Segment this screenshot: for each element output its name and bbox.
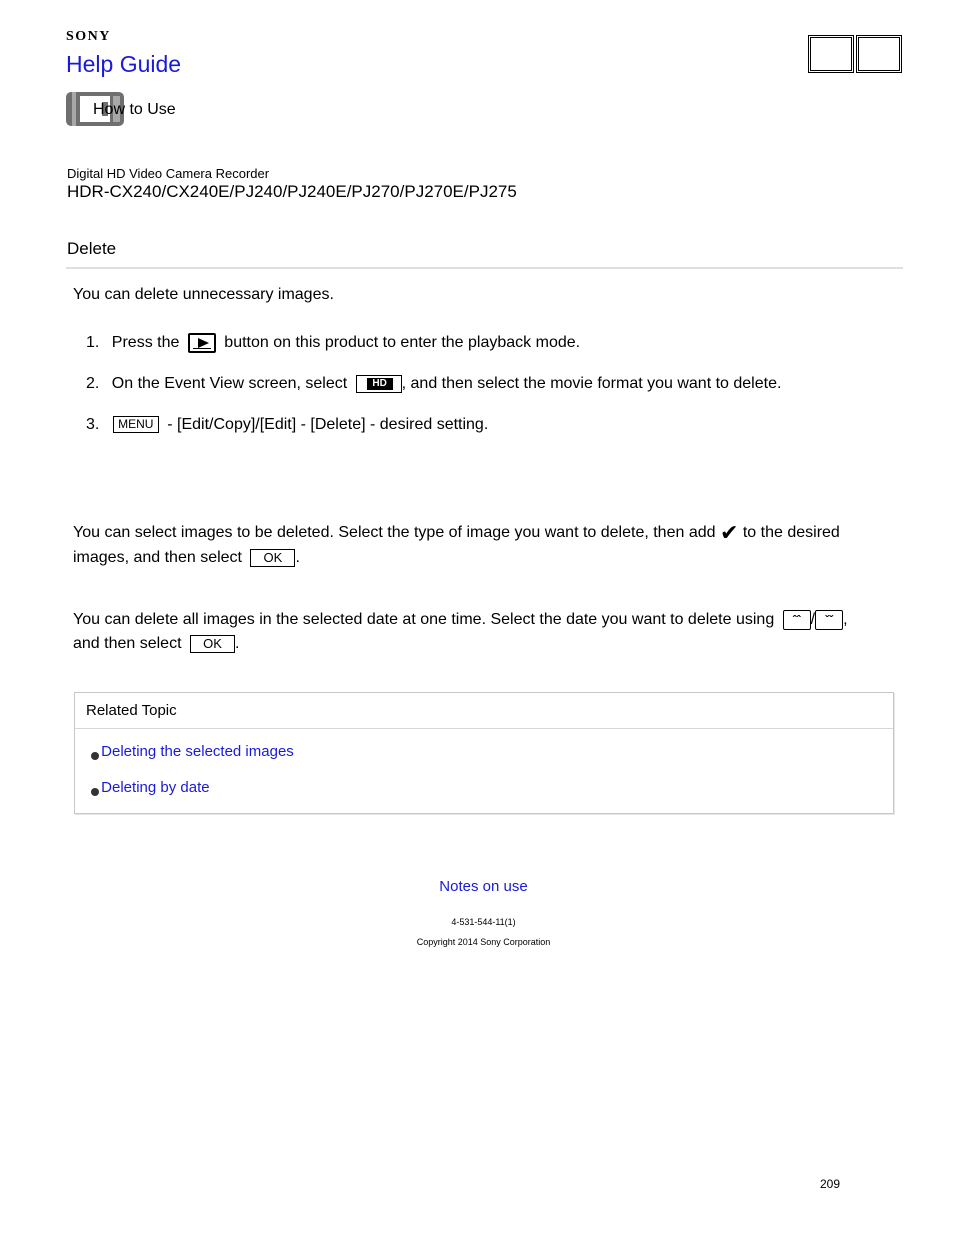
step-3 <box>86 413 488 437</box>
step-text: , and then select the movie format you want to delete. <box>401 375 782 392</box>
intro-text: You can delete unnecessary images. <box>73 286 334 303</box>
playback-button-icon <box>188 333 216 353</box>
related-link-by-date[interactable]: Deleting by date <box>101 779 210 796</box>
product-subtitle: Digital HD Video Camera Recorder <box>67 166 270 181</box>
bullet-icon <box>91 752 99 760</box>
step-text: - [Edit/Copy]/[Edit] - [Delete] - desired setting. <box>167 416 489 433</box>
page-number: 209 <box>820 1177 841 1191</box>
title-divider <box>66 267 903 269</box>
double-chevron-up-icon: ˆˆ <box>783 610 811 630</box>
notes-on-use-link[interactable]: Notes on use <box>439 878 528 895</box>
ok-button-icon: OK <box>190 635 235 653</box>
copyright: Copyright 2014 Sony Corporation <box>416 937 551 947</box>
product-models: HDR-CX240/CX240E/PJ240/PJ240E/PJ270/PJ270E/PJ275 <box>67 182 517 201</box>
prev-page-button[interactable] <box>808 35 854 73</box>
step-text: Press the <box>111 334 180 351</box>
section-label: How to Use <box>93 101 176 118</box>
step-number: 2. <box>86 375 100 392</box>
double-chevron-down-icon: ˇˇ <box>815 610 843 630</box>
related-item <box>91 779 210 796</box>
step-text: On the Event View screen, select <box>111 375 348 392</box>
menu-button-icon: MENU <box>113 416 159 433</box>
help-guide-link[interactable]: Help Guide <box>66 51 182 77</box>
related-link-selected-images[interactable]: Deleting the selected images <box>101 743 294 760</box>
related-topic-title: Related Topic <box>86 702 177 719</box>
related-topic-box <box>74 692 894 814</box>
next-page-button[interactable] <box>856 35 902 73</box>
step-number: 1. <box>86 334 100 351</box>
date-delete-paragraph-line2: and then select OK . <box>73 635 240 652</box>
date-delete-paragraph: You can delete all images in the selected date at one time. Select the date you want to delete using ˆˆ / ˇˇ , <box>73 611 848 628</box>
sony-logo: SONY <box>66 29 111 44</box>
hd-format-icon: HD <box>356 375 402 393</box>
page-title: Delete <box>67 239 117 258</box>
step-1 <box>86 331 580 355</box>
ok-button-icon: OK <box>250 549 295 567</box>
bullet-icon <box>91 788 99 796</box>
related-item <box>91 743 294 760</box>
document-number: 4-531-544-11(1) <box>451 917 516 927</box>
select-delete-paragraph-line2: images, and then select OK . <box>73 549 300 566</box>
related-topic-header <box>75 693 893 729</box>
select-delete-paragraph: You can select images to be deleted. Select the type of image you want to delete, then add ✔ to the desired <box>73 519 840 545</box>
step-number: 3. <box>86 416 100 433</box>
step-2 <box>86 372 781 396</box>
page-nav <box>808 35 904 73</box>
step-text: button on this product to enter the playback mode. <box>224 334 581 351</box>
checkmark-icon: ✔ <box>719 519 739 545</box>
